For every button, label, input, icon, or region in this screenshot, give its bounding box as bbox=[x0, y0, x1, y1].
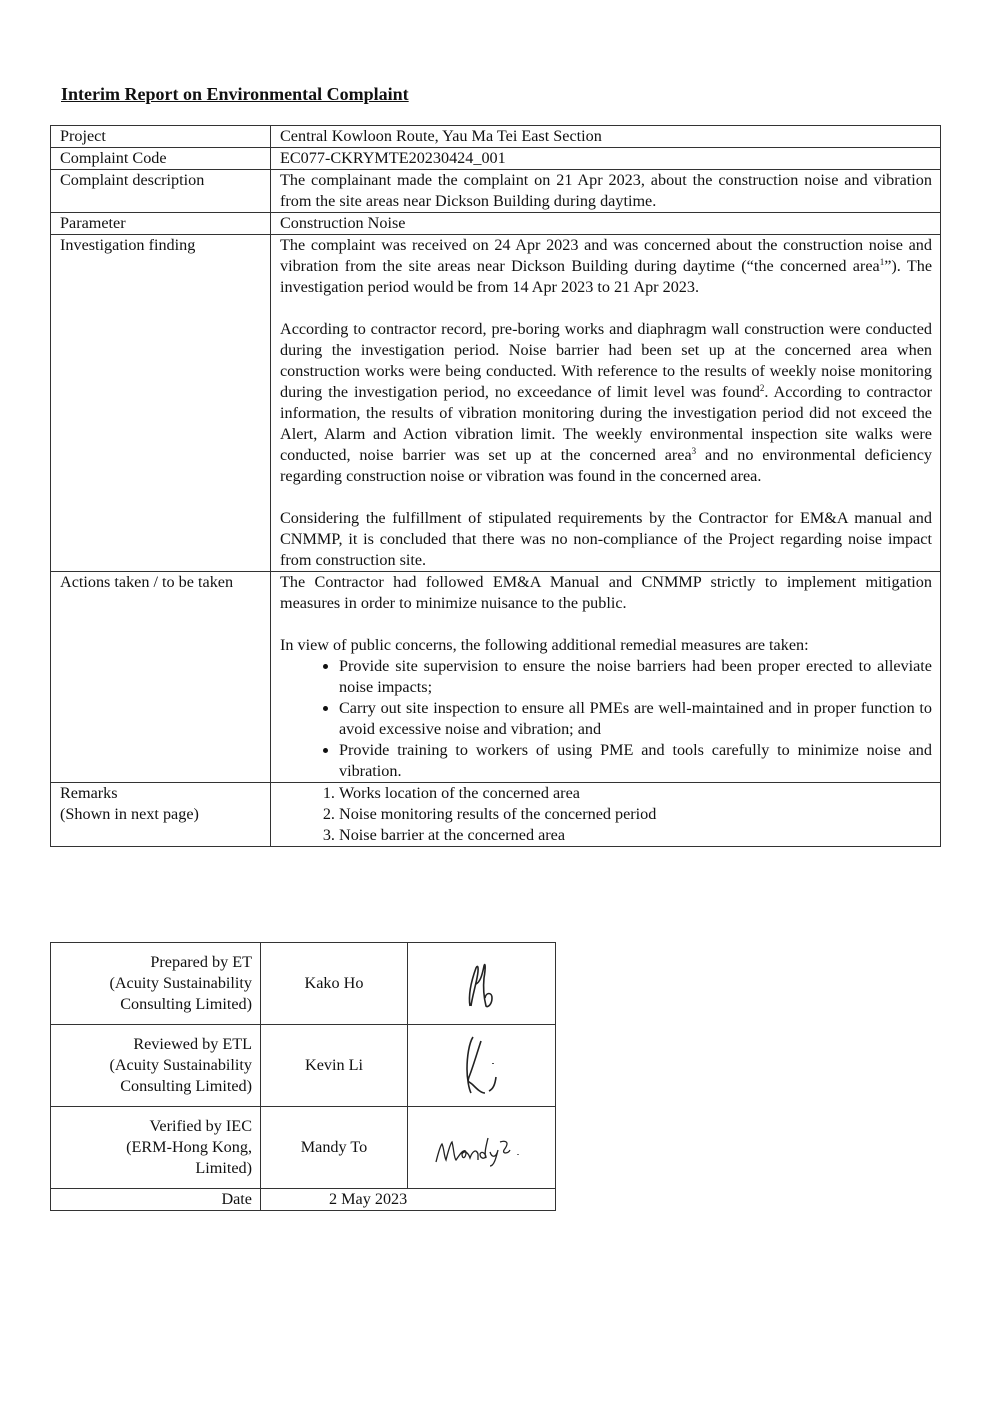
list-item: 2. Noise monitoring results of the concerned period bbox=[339, 804, 932, 825]
value-project: Central Kowloon Route, Yau Ma Tei East Section bbox=[271, 126, 941, 148]
row-actions bbox=[51, 572, 941, 783]
signoff-role bbox=[51, 1025, 261, 1107]
finding-paragraph-3: Considering the fulfillment of stipulated requirements by the Contractor for EM&A manual and CNMMP, it is concluded that there was no non-compliance of the Project regarding noise impact from construction site. bbox=[280, 509, 932, 569]
finding-text: . According to contractor information, the results of vibration monitoring during the investigation period did not exceed the Alert, Alarm and Action vibration limit. The weekly environmental inspection site walks were conducted, noise barrier was set up at the concerned area bbox=[280, 383, 932, 464]
row-complaint-code bbox=[51, 148, 941, 170]
signoff-name: Mandy To bbox=[261, 1107, 408, 1189]
role-org: (Acuity Sustainability bbox=[109, 1056, 252, 1074]
value-investigation-finding bbox=[271, 235, 941, 572]
value-actions bbox=[271, 572, 941, 783]
row-remarks bbox=[51, 783, 941, 847]
label-complaint-description: Complaint description bbox=[51, 170, 271, 213]
finding-text: According to contractor record, pre-boring works and diaphragm wall construction were conducted during the investigation period. Noise barrier had been set up at the concerned area when construction works were being conducted. With reference to the results of weekly noise monitoring during the investigation period, no exceedance of limit level was found bbox=[280, 320, 932, 401]
signoff-role bbox=[51, 1107, 261, 1189]
signature-kevin-li bbox=[408, 1025, 556, 1107]
label-remarks bbox=[51, 783, 271, 847]
role-title: Verified by IEC bbox=[149, 1117, 252, 1135]
signature-image bbox=[447, 1033, 517, 1099]
footnote-ref: 2 bbox=[759, 383, 765, 393]
list-item: • Provide site supervision to ensure the noise barriers had been proper erected to alleviate noise impacts; bbox=[339, 656, 932, 698]
list-item: 3. Noise barrier at the concerned area bbox=[339, 825, 932, 846]
signoff-row bbox=[51, 1107, 556, 1189]
remedial-measures-list bbox=[280, 656, 932, 782]
finding-text: ”). The investigation period would be from 14 Apr 2023 to 21 Apr 2023. bbox=[280, 257, 932, 296]
role-org: Limited) bbox=[195, 1159, 252, 1177]
label-actions: Actions taken / to be taken bbox=[51, 572, 271, 783]
signoff-name: Kako Ho bbox=[261, 943, 408, 1025]
role-title: Reviewed by ETL bbox=[133, 1035, 252, 1053]
complaint-table bbox=[50, 125, 941, 847]
footnote-ref: 3 bbox=[691, 446, 697, 456]
date-row bbox=[51, 1189, 556, 1211]
remarks-list bbox=[280, 783, 932, 846]
list-item: • Provide training to workers of using PME and tools carefully to minimize noise and vibration. bbox=[339, 740, 932, 782]
value-complaint-code: EC077-CKRYMTE20230424_001 bbox=[271, 148, 941, 170]
row-complaint-description bbox=[51, 170, 941, 213]
remarks-sublabel: (Shown in next page) bbox=[60, 805, 199, 823]
date-label: Date bbox=[51, 1189, 261, 1211]
row-project bbox=[51, 126, 941, 148]
date-value: 2 May 2023 bbox=[261, 1189, 556, 1211]
value-remarks bbox=[271, 783, 941, 847]
role-org: (Acuity Sustainability bbox=[109, 974, 252, 992]
finding-text: and no environmental deficiency regarding construction noise or vibration was found in the concerned area. bbox=[280, 446, 932, 485]
signature-image bbox=[452, 954, 512, 1014]
finding-paragraph-2 bbox=[280, 319, 932, 487]
label-parameter: Parameter bbox=[51, 213, 271, 235]
list-item: • Carry out site inspection to ensure all PMEs are well-maintained and in proper function to avoid excessive noise and vibration; and bbox=[339, 698, 932, 740]
signoff-role bbox=[51, 943, 261, 1025]
signature-image bbox=[432, 1128, 532, 1168]
signoff-table bbox=[50, 942, 556, 1211]
value-parameter: Construction Noise bbox=[271, 213, 941, 235]
footnote-ref: 1 bbox=[879, 257, 885, 267]
signature-mandy-to bbox=[408, 1107, 556, 1189]
role-title: Prepared by ET bbox=[150, 953, 252, 971]
label-investigation-finding: Investigation finding bbox=[51, 235, 271, 572]
signature-kako-ho bbox=[408, 943, 556, 1025]
label-project: Project bbox=[51, 126, 271, 148]
report-title: Interim Report on Environmental Complaint bbox=[61, 84, 409, 104]
finding-paragraph-1 bbox=[280, 235, 932, 298]
role-org: Consulting Limited) bbox=[120, 1077, 252, 1095]
actions-paragraph-1: The Contractor had followed EM&A Manual and CNMMP strictly to implement mitigation measures in order to minimize nuisance to the public. bbox=[280, 573, 932, 612]
value-complaint-description: The complainant made the complaint on 21 Apr 2023, about the construction noise and vibration from the site areas near Dickson Building during daytime. bbox=[271, 170, 941, 213]
actions-paragraph-2: In view of public concerns, the following additional remedial measures are taken: bbox=[280, 636, 809, 654]
row-investigation-finding bbox=[51, 235, 941, 572]
role-org: (ERM-Hong Kong, bbox=[126, 1138, 252, 1156]
label-complaint-code: Complaint Code bbox=[51, 148, 271, 170]
list-item: 1. Works location of the concerned area bbox=[339, 783, 932, 804]
role-org: Consulting Limited) bbox=[120, 995, 252, 1013]
finding-text: The complaint was received on 24 Apr 2023 and was concerned about the construction noise and vibration from the site areas near Dickson Building during daytime (“the concerned area bbox=[280, 236, 932, 275]
signoff-row bbox=[51, 943, 556, 1025]
signoff-name: Kevin Li bbox=[261, 1025, 408, 1107]
remarks-label: Remarks bbox=[60, 784, 118, 802]
row-parameter bbox=[51, 213, 941, 235]
signoff-row bbox=[51, 1025, 556, 1107]
